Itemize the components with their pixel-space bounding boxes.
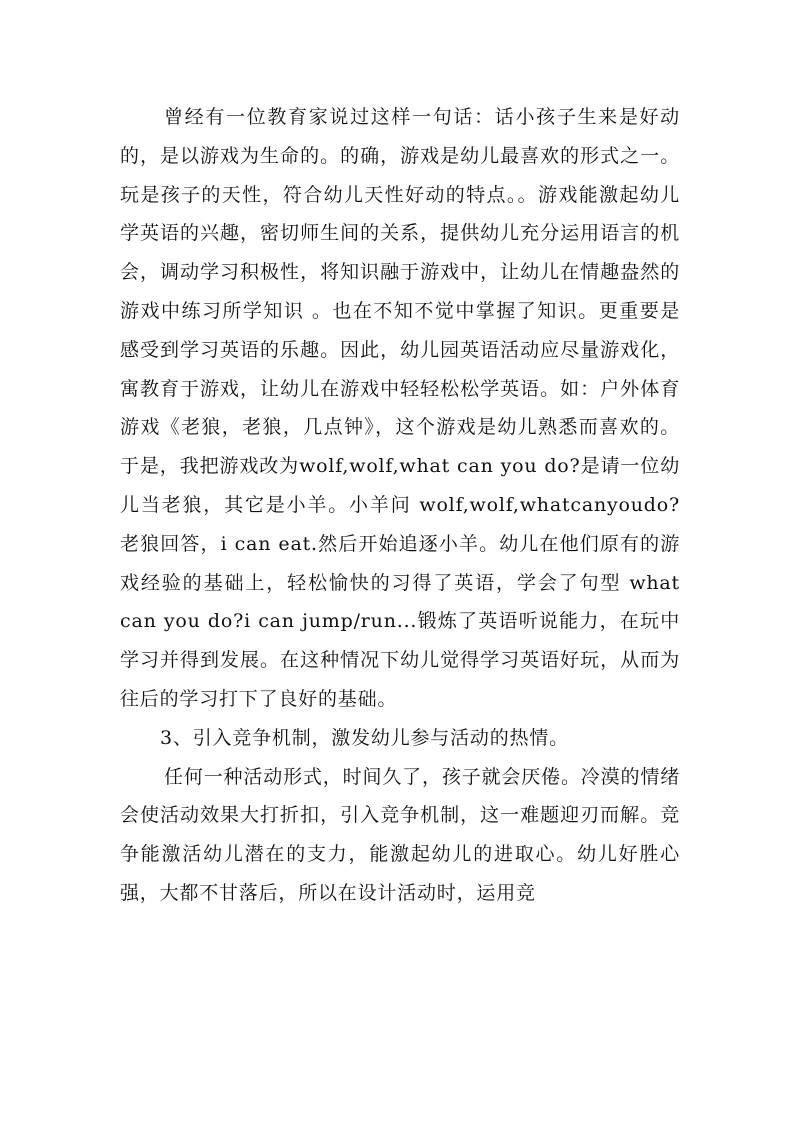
paragraph-games: 曾经有一位教育家说过这样一句话：话小孩子生来是好动的，是以游戏为生命的。的确，游戏是幼儿最喜欢的形式之一。玩是孩子的天性，符合幼儿天性好动的特点。。游戏能激起幼儿学英语的兴趣，密切师生间的关系，提供幼儿充分运用语言的机会，调动学习积极性，将知识融于游戏中，让幼儿在情趣盎然的游戏中练习所学知识 。也在不知不觉中掌握了知识。更重要是感受到学习英语的乐趣。因此，幼儿园英语活动应尽量游戏化，寓教育于游戏，让幼儿在游戏中轻轻松松学英语。如：户外体育游戏《老狼，老狼，几点钟》，这个游戏是幼儿熟悉而喜欢的。于是，我把游戏改为wolf,wolf,what can you do?是请一位幼儿当老狼，其它是小羊。小羊问 wolf,wolf,whatcanyoudo?老狼回答，i can eat.然后开始追逐小羊。幼儿在他们原有的游戏经验的基础上，轻松愉快的习得了英语，学会了句型 what can you do?i can jump/run...锻炼了英语听说能力，在玩中学习并得到发展。在这种情况下幼儿觉得学习英语好玩，从而为往后的学习打下了良好的基础。	[120, 106, 680, 710]
section-heading: 3、引入竞争机制，激发幼儿参与活动的热情。	[160, 726, 569, 749]
paragraph-competition: 任何一种活动形式，时间久了，孩子就会厌倦。冷漠的情绪会使活动效果大打折扣，引入竞争机制，这一难题迎刃而解。竞争能激活幼儿潜在的支力，能激起幼儿的进取心。幼儿好胜心强，大都不甘落后，所以在设计活动时，运用竞	[120, 765, 680, 904]
document-body	[120, 98, 680, 913]
